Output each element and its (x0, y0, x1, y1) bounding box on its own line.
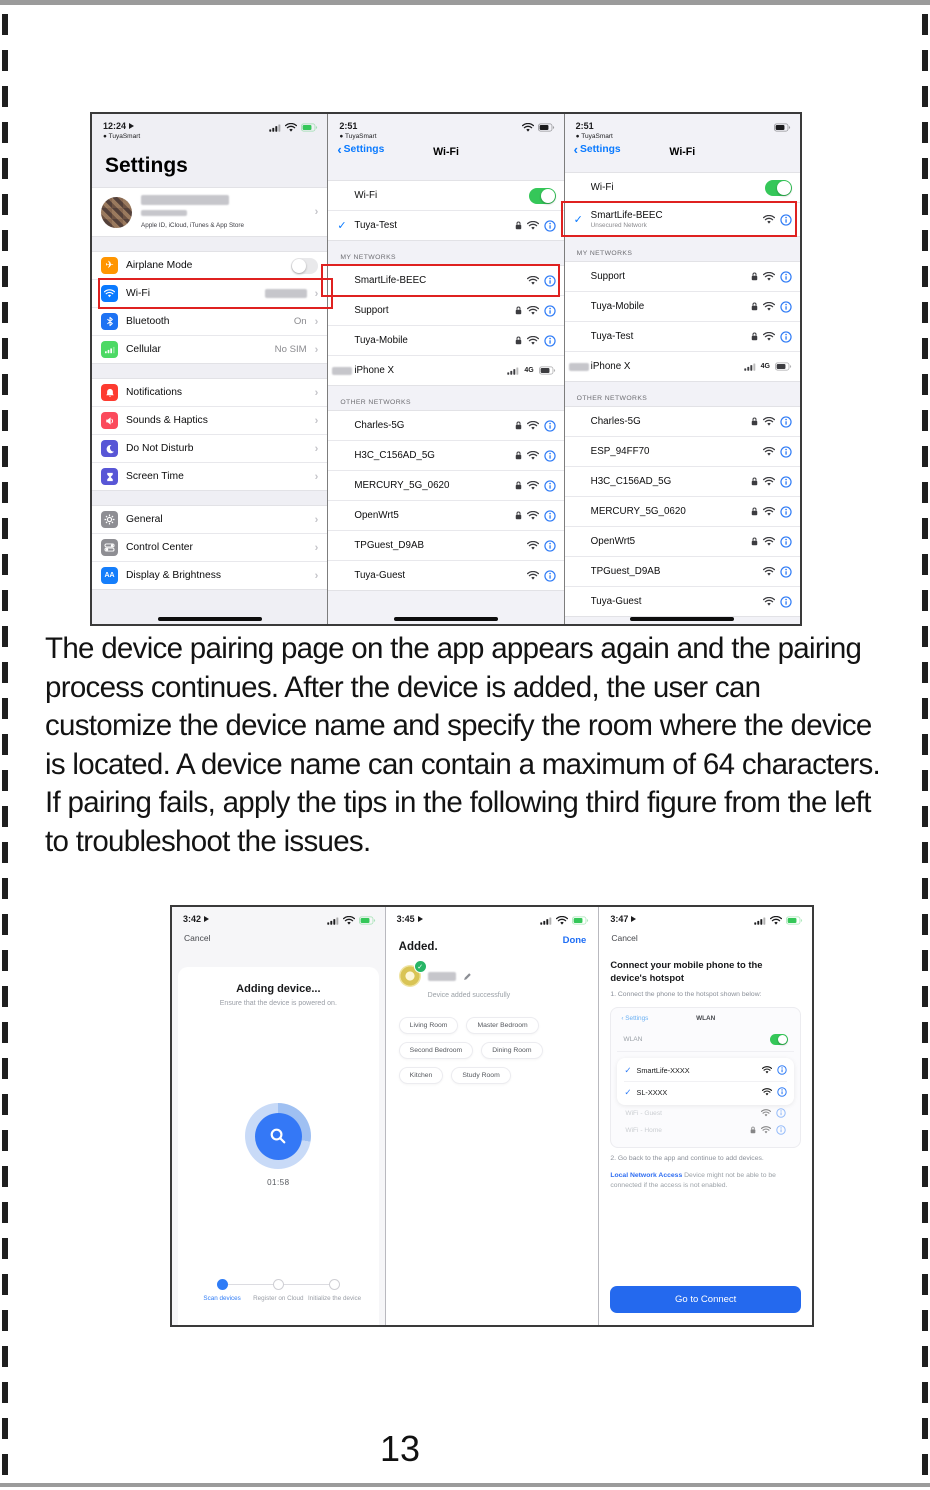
chevron-right-icon: › (314, 315, 319, 328)
network-row[interactable]: Support (328, 295, 563, 325)
card-title: Adding device... (236, 983, 321, 995)
card-subtitle: Ensure that the device is powered on. (219, 1000, 337, 1007)
info-icon (776, 1108, 786, 1118)
info-icon[interactable] (544, 275, 556, 287)
chevron-right-icon: › (314, 442, 319, 455)
chevron-left-icon: ‹ (337, 141, 342, 157)
wifi-icon (763, 597, 775, 606)
battery-icon (539, 366, 556, 375)
screenshot-settings-home (92, 114, 327, 624)
carrier-label: ● TuyaSmart (103, 133, 141, 140)
settings-row-general[interactable]: General › (92, 506, 327, 533)
back-button[interactable]: ‹ Settings (337, 141, 385, 157)
mini-wlan-row: WLAN (617, 1027, 794, 1052)
redacted-device-name (428, 972, 456, 981)
wifi-icon (763, 507, 775, 516)
network-row[interactable]: ESP_94FF70 (565, 436, 800, 466)
wifi-icon (527, 276, 539, 285)
signal-icon (269, 124, 281, 132)
screenshot-adding-device (172, 907, 385, 1325)
settings-row-notifications[interactable]: Notifications › (92, 379, 327, 406)
network-row[interactable]: Support (565, 262, 800, 291)
info-icon[interactable] (780, 566, 792, 578)
info-icon[interactable] (780, 506, 792, 518)
info-icon[interactable] (780, 446, 792, 458)
network-row[interactable]: TPGuest_D9AB (565, 556, 800, 586)
chevron-right-icon: › (314, 513, 319, 526)
wifi-toggle-row[interactable]: Wi-Fi (328, 181, 563, 210)
cellular-signal-icon (744, 363, 756, 371)
mini-network-row: ✓ SL-XXXX (624, 1081, 787, 1103)
status-bar (386, 907, 599, 925)
settings-row-dnd[interactable]: Do Not Disturb › (92, 434, 327, 462)
room-chip[interactable]: Living Room (399, 1017, 459, 1034)
redacted-profile-line (141, 210, 187, 216)
wifi-icon (527, 421, 539, 430)
network-row[interactable]: MERCURY_5G_0620 (565, 496, 800, 526)
pairing-steps (178, 1279, 379, 1304)
signal-icon (754, 917, 766, 925)
status-time: 12:24 (103, 121, 127, 131)
redacted-prefix (569, 363, 589, 371)
network-row[interactable]: Charles-5G (328, 411, 563, 440)
screenshot-device-added (385, 907, 599, 1325)
wifi-status-icon (522, 123, 534, 132)
settings-row-wifi[interactable]: Wi-Fi › (92, 279, 327, 307)
step-scan-devices: Scan devices (194, 1279, 250, 1304)
location-arrow-icon (204, 916, 209, 922)
location-arrow-icon (129, 123, 134, 129)
network-row[interactable]: OpenWrt5 (565, 526, 800, 556)
screenshot-wifi-connected (564, 114, 800, 624)
chevron-right-icon: › (314, 287, 319, 300)
info-icon[interactable] (780, 476, 792, 488)
wifi-icon (761, 1126, 771, 1134)
success-check-badge: ✓ (414, 960, 427, 973)
room-chip[interactable]: Study Room (451, 1067, 510, 1084)
signal-icon (327, 917, 339, 925)
profile-subtitle: Apple ID, iCloud, iTunes & App Store (141, 222, 245, 229)
mini-back-button: ‹ Settings (621, 1014, 649, 1022)
info-icon[interactable] (780, 596, 792, 608)
info-icon (777, 1087, 787, 1097)
wifi-icon (527, 336, 539, 345)
mini-nav-title: WLAN (696, 1014, 716, 1022)
paragraph: If pairing fails, apply the tips in the following third figure from the left to troubleshoot the issues. (45, 786, 871, 858)
wifi-icon (527, 221, 539, 230)
added-success-text: Device added successfully (427, 992, 511, 999)
info-icon[interactable] (544, 220, 556, 232)
wifi-icon (763, 567, 775, 576)
chevron-right-icon: › (314, 541, 319, 554)
location-arrow-icon (631, 916, 636, 922)
lock-icon (751, 537, 758, 546)
redacted-profile-name (141, 195, 229, 205)
network-subtitle: Unsecured Network (590, 222, 647, 229)
battery-icon (786, 916, 803, 925)
bluetooth-icon (101, 313, 118, 330)
settings-row-bluetooth[interactable]: Bluetooth On › (92, 307, 327, 335)
hotspot-step2: 2. Go back to the app and continue to add devices. (610, 1154, 764, 1162)
control-center-icon (101, 539, 118, 556)
step-dot (273, 1279, 284, 1290)
status-time: 3:47 (610, 914, 629, 924)
lock-icon (515, 306, 522, 315)
page-bottom-rule (0, 1483, 930, 1487)
edit-pencil-icon[interactable] (463, 972, 472, 981)
redacted-prefix (332, 367, 352, 375)
lock-icon (515, 336, 522, 345)
lock-icon (750, 1126, 756, 1134)
carrier-label: ● TuyaSmart (339, 133, 377, 140)
status-time: 3:45 (396, 914, 415, 924)
info-icon[interactable] (780, 416, 792, 428)
wifi-status-icon (556, 916, 568, 925)
chevron-right-icon: › (314, 386, 319, 399)
chevron-right-icon: › (314, 569, 319, 582)
wifi-icon (527, 511, 539, 520)
wifi-icon (763, 537, 775, 546)
step-dot-active (217, 1279, 228, 1290)
adding-device-card (178, 967, 379, 1325)
lock-icon (751, 302, 758, 311)
network-row-hotspot[interactable]: iPhone X 4G (328, 355, 563, 385)
screen-time-icon (101, 468, 118, 485)
settings-row-sounds[interactable]: Sounds & Haptics › (92, 406, 327, 434)
home-indicator (158, 617, 262, 621)
info-icon (776, 1125, 786, 1135)
page-right-dashed-border (922, 14, 928, 1480)
settings-row-screen-time[interactable]: Screen Time › (92, 462, 327, 490)
lock-icon (515, 511, 522, 520)
status-bar (599, 907, 812, 925)
scan-circle (255, 1113, 302, 1160)
screenshot-wifi-list (327, 114, 563, 624)
wifi-icon (101, 285, 118, 302)
network-row[interactable]: Tuya-Mobile (565, 291, 800, 321)
settings-row-display[interactable]: AA Display & Brightness › (92, 561, 327, 589)
cancel-button[interactable]: Cancel (184, 933, 211, 943)
wifi-toggle[interactable] (529, 188, 556, 204)
nav-bar (565, 142, 800, 166)
check-icon: ✓ (624, 1086, 632, 1097)
cellular-icon (101, 341, 118, 358)
status-bar (328, 114, 563, 140)
wifi-icon (763, 332, 775, 341)
wifi-status-icon (343, 916, 355, 925)
network-row-smartlife[interactable]: SmartLife-BEEC (328, 266, 563, 295)
info-icon[interactable] (544, 335, 556, 347)
network-row[interactable]: TPGuest_D9AB (328, 530, 563, 560)
wifi-icon (763, 447, 775, 456)
mini-faded-network-row: WiFi - Home (617, 1122, 794, 1139)
network-row[interactable]: Tuya-Mobile (328, 325, 563, 355)
lock-icon (751, 272, 758, 281)
local-network-access-link[interactable]: Local Network Access (610, 1172, 683, 1180)
network-row[interactable]: Tuya-Guest (328, 560, 563, 590)
go-to-connect-button[interactable]: Go to Connect (610, 1286, 801, 1313)
chevron-right-icon: › (314, 343, 319, 356)
wifi-icon (527, 451, 539, 460)
step-dot (329, 1279, 340, 1290)
wifi-status-icon (770, 916, 782, 925)
room-chip[interactable]: Second Bedroom (399, 1042, 474, 1059)
connected-network-row[interactable]: ✓ SmartLife-BEEC Unsecured Network (565, 202, 800, 236)
network-row[interactable]: Tuya-Guest (565, 586, 800, 616)
chevron-left-icon: ‹ (573, 141, 578, 157)
wifi-icon (527, 541, 539, 550)
cellular-signal-icon (507, 367, 519, 375)
airplane-mode-toggle[interactable] (291, 258, 318, 274)
page-top-rule (0, 0, 930, 5)
info-icon[interactable] (544, 510, 556, 522)
mini-network-card (617, 1058, 794, 1105)
settings-row-airplane-mode[interactable]: ✈ Airplane Mode (92, 252, 327, 279)
wifi-icon (527, 571, 539, 580)
status-time: 3:42 (183, 914, 202, 924)
home-indicator (630, 617, 734, 621)
row-value: On (293, 316, 307, 327)
lock-icon (751, 417, 758, 426)
home-indicator (394, 617, 498, 621)
row-value: No SIM (274, 344, 307, 355)
signal-icon (540, 917, 552, 925)
info-icon[interactable] (780, 271, 792, 283)
wifi-icon (763, 272, 775, 281)
room-chips (399, 1017, 589, 1084)
lock-icon (751, 507, 758, 516)
chevron-right-icon: › (314, 206, 319, 218)
battery-icon (301, 123, 318, 132)
mini-nav (617, 1015, 794, 1027)
notifications-icon (101, 384, 118, 401)
paragraph: The device pairing page on the app appears again and the pairing process continues. After the device is added, the user can customize the device name and specify the room where the device is located. A device name can contain a maximum of 64 characters. (45, 632, 881, 781)
chevron-right-icon: › (314, 414, 319, 427)
nav-title: Wi-Fi (433, 146, 459, 158)
figure-wifi-settings (90, 112, 802, 626)
general-icon (101, 511, 118, 528)
room-chip[interactable]: Master Bedroom (466, 1017, 538, 1034)
status-time: 2:51 (339, 121, 358, 131)
network-row[interactable]: MERCURY_5G_0620 (328, 470, 563, 500)
info-icon[interactable] (780, 331, 792, 343)
info-icon[interactable] (544, 540, 556, 552)
lock-icon (515, 451, 522, 460)
search-icon (269, 1127, 287, 1145)
back-button[interactable]: ‹ Settings (573, 141, 621, 157)
do-not-disturb-icon (101, 440, 118, 457)
chevron-right-icon: › (314, 470, 319, 483)
status-bar (565, 114, 800, 140)
progress-ring (245, 1103, 311, 1169)
display-brightness-icon: AA (101, 567, 118, 584)
info-icon[interactable] (544, 450, 556, 462)
room-chip[interactable]: Kitchen (399, 1067, 444, 1084)
info-icon[interactable] (544, 420, 556, 432)
settings-row-cellular[interactable]: Cellular No SIM › (92, 335, 327, 363)
wifi-icon (763, 302, 775, 311)
info-icon[interactable] (544, 570, 556, 582)
body-text (45, 630, 893, 861)
hotspot-heading: Connect your mobile phone to the device's hotspot (610, 959, 763, 983)
mini-faded-network-row: WiFi - Guest (617, 1105, 794, 1122)
settings-row-control-center[interactable]: Control Center › (92, 533, 327, 561)
info-icon[interactable] (780, 536, 792, 548)
4g-badge: 4G (760, 363, 770, 370)
network-row[interactable]: H3C_C156AD_5G (565, 466, 800, 496)
wifi-icon (763, 215, 775, 224)
lock-icon (751, 332, 758, 341)
avatar (101, 197, 132, 228)
figure-pairing-app (170, 905, 814, 1327)
battery-icon (359, 916, 376, 925)
apple-id-profile-row[interactable] (92, 187, 327, 237)
local-network-note: Local Network Access Device might not be able to be connected if the access is not enabled. (610, 1172, 776, 1190)
wifi-icon (527, 481, 539, 490)
sounds-haptics-icon (101, 412, 118, 429)
page-title: Settings (105, 154, 188, 177)
check-icon: ✓ (337, 220, 347, 232)
wifi-toggle[interactable] (765, 180, 792, 196)
device-icon (399, 963, 424, 987)
connected-network-row[interactable]: ✓ Tuya-Test (328, 210, 563, 240)
step-register-cloud: Register on Cloud (250, 1279, 306, 1304)
wlan-toggle (770, 1034, 788, 1045)
added-device-row (399, 965, 599, 987)
screenshot-hotspot-help (598, 907, 812, 1325)
countdown-timer: 01:58 (267, 1178, 290, 1187)
step-initialize-device: Initialize the device (306, 1279, 362, 1304)
wifi-icon (763, 417, 775, 426)
redacted-wifi-name (265, 289, 307, 298)
status-bar (92, 114, 327, 140)
page-left-dashed-border (2, 14, 8, 1480)
info-icon[interactable] (544, 480, 556, 492)
check-icon: ✓ (624, 1064, 632, 1075)
network-row[interactable]: OpenWrt5 (328, 500, 563, 530)
lock-icon (751, 477, 758, 486)
status-time: 2:51 (575, 121, 594, 131)
section-header: OTHER NETWORKS (576, 395, 648, 402)
carrier-label: ● TuyaSmart (575, 133, 613, 140)
lock-icon (515, 421, 522, 430)
network-row[interactable]: H3C_C156AD_5G (328, 440, 563, 470)
wifi-icon (761, 1109, 771, 1117)
nav-bar (328, 142, 563, 166)
wifi-icon (763, 477, 775, 486)
done-button[interactable]: Done (562, 935, 587, 946)
network-row[interactable]: Charles-5G (565, 407, 800, 436)
section-header: MY NETWORKS (576, 250, 633, 257)
location-arrow-icon (418, 916, 423, 922)
battery-icon (538, 123, 555, 132)
network-row[interactable]: Tuya-Test (565, 321, 800, 351)
battery-icon (775, 362, 792, 371)
check-icon: ✓ (573, 214, 583, 226)
wifi-icon (527, 306, 539, 315)
4g-badge: 4G (524, 367, 534, 374)
battery-icon (774, 123, 791, 132)
wifi-icon (762, 1066, 772, 1074)
lock-icon (515, 221, 522, 230)
info-icon (777, 1065, 787, 1075)
nav-title: Wi-Fi (669, 146, 696, 158)
info-icon[interactable] (780, 301, 792, 313)
section-header: OTHER NETWORKS (340, 399, 411, 406)
status-bar (172, 907, 385, 925)
page-number: 13 (380, 1428, 421, 1469)
hotspot-step1: 1. Connect the phone to the hotspot shown below: (610, 991, 762, 999)
mini-wlan-screenshot (610, 1007, 801, 1148)
network-row-hotspot[interactable]: iPhone X 4G (565, 351, 800, 381)
lock-icon (515, 481, 522, 490)
section-header: MY NETWORKS (340, 254, 396, 261)
wifi-status-icon (285, 123, 297, 132)
info-icon[interactable] (780, 214, 792, 226)
airplane-mode-icon: ✈ (101, 257, 118, 274)
info-icon[interactable] (544, 305, 556, 317)
wifi-icon (762, 1088, 772, 1096)
added-heading: Added. (398, 941, 438, 953)
mini-network-row: ✓ SmartLife-XXXX (624, 1060, 787, 1081)
room-chip[interactable]: Dining Room (481, 1042, 542, 1059)
wifi-toggle-row[interactable]: Wi-Fi (565, 173, 800, 202)
cancel-button[interactable]: Cancel (611, 933, 638, 943)
battery-icon (572, 916, 589, 925)
